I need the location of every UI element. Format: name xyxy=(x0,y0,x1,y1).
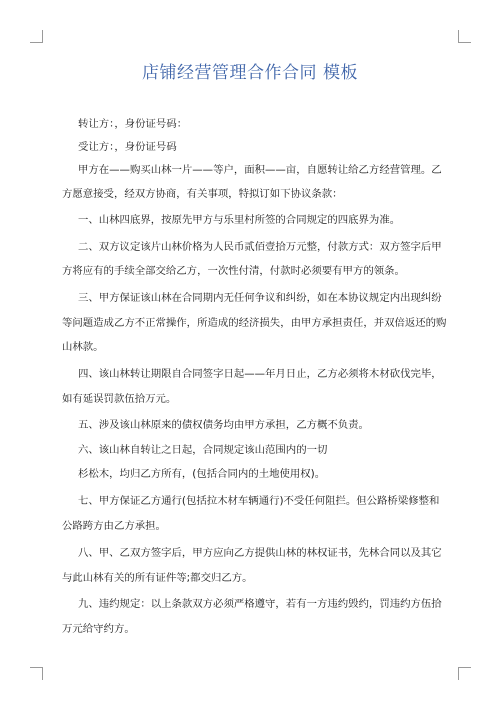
clause-9-line: 九、违约规定：以上条款双方必须严格遵守，若有一方违约毁约，罚违约方伍拾 xyxy=(78,598,442,610)
document-title: 店铺经营管理合作合同 模板 xyxy=(142,63,358,83)
corner-mark-top-left xyxy=(30,30,43,43)
corner-mark-top-right xyxy=(458,30,471,43)
clause-2-line: 二、双方议定该片山林价格为人民币贰佰壹拾万元整，付款方式：双方签字后甲 xyxy=(78,241,442,253)
clause-7-line: 七、甲方保证乙方通行(包括拉木材车辆通行)不受任何阻拦。但公路桥梁修整和 xyxy=(78,495,440,507)
clause-1-line: 一、山林四底界，按原先甲方与乐里村所签的合同规定的四底界为准。 xyxy=(78,214,401,226)
clause-7-line: 公路跨方由乙方承担。 xyxy=(62,520,166,532)
clause-3-line: 山林款。 xyxy=(62,341,104,353)
clause-6-line: 六、该山林自转让之日起，合同规定该山范围内的一切 xyxy=(78,444,328,456)
clause-8-line: 与此山林有关的所有证件等;都交归乙方。 xyxy=(62,572,253,584)
corner-mark-bottom-left xyxy=(30,667,43,680)
clause-6-line: 杉松木，均归乙方所有，(包括合同内的土地使用权)。 xyxy=(78,468,326,480)
paragraph-line: 甲方在——购买山林一片——等户，面积——亩，自愿转让给乙方经营管理。乙 xyxy=(78,164,442,176)
paragraph-line: 方愿意接受，经双方协商，有关事项，特拟订如下协议条款： xyxy=(62,188,343,200)
clause-3-line: 等问题造成乙方不正常操作，所造成的经济损失，由甲方承担责任，并双倍返还的购 xyxy=(62,317,447,329)
transferor-line: 转让方：，身份证号码： xyxy=(78,118,188,130)
clause-4-line: 如有延误罚款伍拾万元。 xyxy=(62,393,177,405)
clause-8-line: 八、甲、乙双方签字后，甲方应向乙方提供山林的林权证书，先林合同以及其它 xyxy=(78,547,442,559)
clause-5-line: 五、涉及该山林原来的债权债务均由甲方承担，乙方概不负责。 xyxy=(78,419,369,431)
corner-mark-bottom-right xyxy=(458,667,471,680)
clause-9-line: 万元给守约方。 xyxy=(62,623,135,635)
clause-2-line: 方将应有的手续全部交给乙方，一次性付清，付款时必须要有甲方的领条。 xyxy=(62,265,405,277)
transferee-line: 受让方：，身份证号码 xyxy=(78,141,177,153)
clause-3-line: 三、甲方保证该山林在合同期内无任何争议和纠纷，如在本协议规定内出现纠纷 xyxy=(78,292,442,304)
clause-4-line: 四、该山林转让期限自合同签字日起——年月日止，乙方必须将木材砍伐完毕， xyxy=(78,368,442,380)
